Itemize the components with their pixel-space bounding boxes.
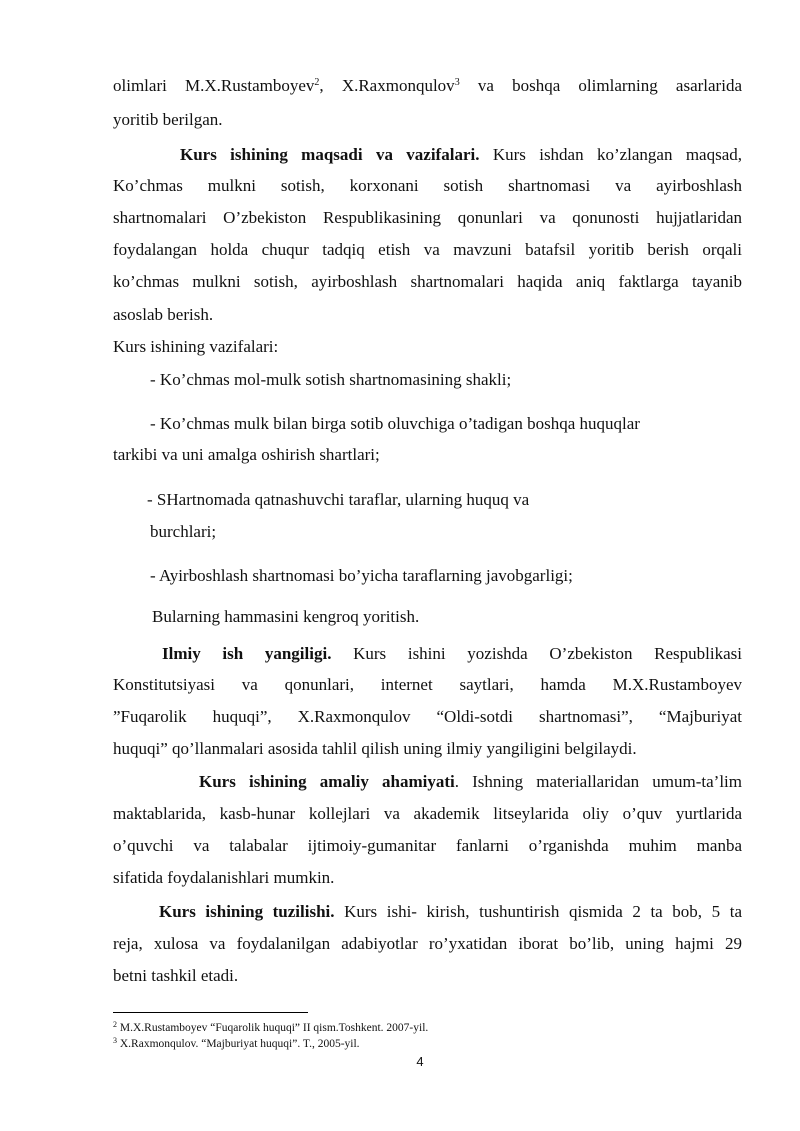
page-number: 4	[416, 1054, 424, 1069]
body-line: Konstitutsiyasi va qonunlari, internet saytlari, hamda M.X.Rustamboyev	[113, 675, 742, 694]
footnote: $^2$ M.X.Rustamboyev “Fuqarolik huquqi” II qism.Toshkent. 2007-yil.	[113, 1020, 429, 1034]
section-heading: Ilmiy ish yangiligi.	[162, 644, 332, 663]
body-line: Bularning hammasini kengroq yoritish.	[152, 607, 420, 626]
body-line: o’quvchi va talabalar ijtimoiy-gumanitar fanlarni o’rganishda muhim manba	[113, 836, 742, 855]
paragraph-yangilik: Ilmiy ish yangiligi. Kurs ishini yozishda O’zbekiston Respublikasi	[162, 644, 742, 663]
paragraph-maqsad: Kurs ishining maqsadi va vazifalari. Kurs ishdan ko’zlangan maqsad,	[180, 145, 742, 164]
body-line: betni tashkil etadi.	[113, 966, 239, 985]
body-line: maktablarida, kasb-hunar kollejlari va akademik litseylarida oliy o’quv yurtlarida	[113, 804, 742, 823]
body-line: foydalangan holda chuqur tadqiq etish va mavzuni batafsil yoritib berish orqali	[113, 240, 742, 259]
body-line: Kurs ishining vazifalari:	[113, 337, 279, 356]
section-heading: Kurs ishining amaliy ahamiyati	[199, 772, 455, 791]
list-item: - Ko’chmas mol-mulk sotish shartnomasining shakli;	[150, 370, 512, 389]
body-line: Ko’chmas mulkni sotish, korxonani sotish shartnomasi va ayirboshlash	[113, 176, 742, 195]
body-line: sifatida foydalanishlari mumkin.	[113, 868, 335, 887]
list-item: - SHartnomada qatnashuvchi taraflar, ularning huquq va	[147, 490, 530, 509]
body-line: reja, xulosa va foydalanilgan adabiyotlar ro’yxatidan iborat bo’lib, uning hajmi 29	[113, 934, 742, 953]
body-line: yoritib berilgan.	[113, 110, 223, 129]
body-line: burchlari;	[150, 522, 217, 541]
body-line: olimlari M.X.Rustamboyev$^2$, X.Raxmonqulov$^3$ va boshqa olimlarning asarlarida	[113, 76, 742, 95]
section-heading: Kurs ishining tuzilishi.	[159, 902, 335, 921]
footnote: $^3$ X.Raxmonqulov. “Majburiyat huquqi”. T., 2005-yil.	[113, 1036, 360, 1050]
section-heading: Kurs ishining maqsadi va vazifalari.	[180, 145, 480, 164]
body-line: huquqi” qo’llanmalari asosida tahlil qilish uning ilmiy yangiligini belgilaydi.	[113, 739, 637, 758]
body-line: shartnomalari O’zbekiston Respublikasining qonunlari va qonunosti hujjatlaridan	[113, 208, 742, 227]
list-item: - Ayirboshlash shartnomasi bo’yicha taraflarning javobgarligi;	[150, 566, 573, 585]
body-line: tarkibi va uni amalga oshirish shartlari;	[113, 445, 380, 464]
paragraph-ahamiyat: Kurs ishining amaliy ahamiyati. Ishning materiallaridan umum-ta’lim	[199, 772, 742, 791]
footnote-separator	[113, 1012, 308, 1013]
body-line: asoslab berish.	[113, 305, 214, 324]
body-line: ko’chmas mulkni sotish, ayirboshlash shartnomalari haqida aniq faktlarga tayanib	[113, 272, 742, 291]
footnote-ref[interactable]: 2	[314, 77, 320, 88]
list-item: - Ko’chmas mulk bilan birga sotib oluvchiga o’tadigan boshqa huquqlar	[150, 414, 640, 433]
paragraph-tuzilish: Kurs ishining tuzilishi. Kurs ishi- kirish, tushuntirish qismida 2 ta bob, 5 ta	[159, 902, 742, 921]
footnote-ref[interactable]: 3	[454, 77, 460, 88]
body-line: ”Fuqarolik huquqi”, X.Raxmonqulov “Oldi-sotdi shartnomasi”, “Majburiyat	[113, 707, 742, 726]
